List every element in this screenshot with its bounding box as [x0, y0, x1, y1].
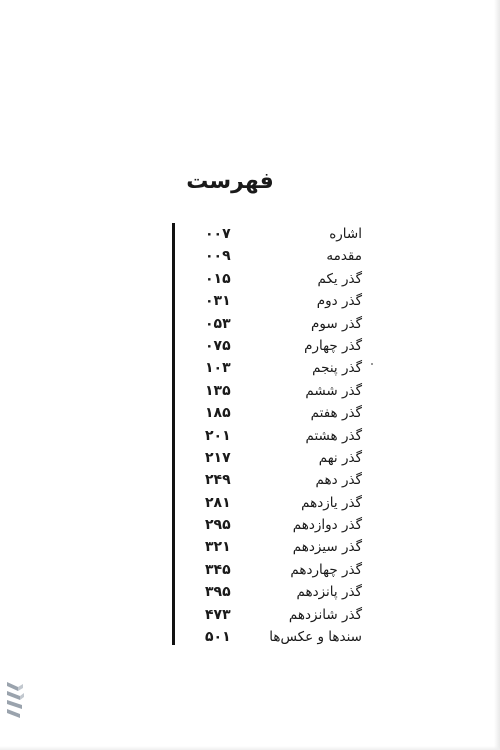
toc-item [172, 245, 362, 267]
toc-item-page-number: ۰۰۷ [205, 226, 231, 242]
toc-item [172, 380, 362, 402]
toc-item-page-number: ۲۴۹ [205, 472, 231, 489]
toc-item [172, 514, 362, 536]
toc-item-label: اشاره [329, 226, 362, 242]
paper-speck [371, 363, 373, 365]
toc-item-page-number: ۵۰۱ [205, 629, 231, 646]
toc-item [172, 268, 362, 290]
toc-item-label: گذر پنجم [312, 360, 362, 377]
toc-item [172, 357, 362, 379]
toc-item-label: گذر دهم [315, 472, 362, 489]
toc-item-label: مقدمه [326, 248, 362, 265]
toc-item-label: گذر دوازدهم [292, 517, 362, 534]
page-bottom-shadow [0, 746, 500, 750]
toc-item-page-number: ۳۴۵ [205, 561, 231, 578]
toc-item-page-number: ۱۰۳ [205, 360, 231, 377]
toc-item-page-number: ۰۱۵ [205, 270, 231, 287]
toc-item-label: گذر سوم [311, 315, 362, 332]
toc-item-page-number: ۰۵۳ [205, 315, 231, 332]
toc-item [172, 492, 362, 514]
toc-item-label: گذر ششم [305, 382, 362, 399]
page-title: فهرست [186, 169, 274, 194]
toc-item-label: گذر هشتم [305, 427, 362, 444]
toc-item-label: گذر چهارم [304, 337, 362, 354]
toc-item-page-number: ۱۸۵ [205, 405, 231, 422]
toc-item [172, 581, 362, 603]
toc-item [172, 626, 362, 648]
toc-list [172, 223, 362, 648]
toc-item [172, 425, 362, 447]
toc-item-page-number: ۲۸۱ [205, 494, 231, 511]
toc-item-page-number: ۰۰۹ [205, 248, 231, 265]
toc-item [172, 447, 362, 469]
toc-item-page-number: ۱۳۵ [205, 382, 231, 399]
publisher-logo-icon [4, 678, 26, 722]
toc-item-label: گذر یازدهم [301, 494, 362, 511]
toc-item [172, 559, 362, 581]
toc-item-page-number: ۰۳۱ [205, 293, 231, 310]
toc-item-label: گذر یکم [317, 270, 362, 287]
toc-item-label: گذر شانزدهم [288, 606, 362, 623]
toc-item-label: سندها و عکس‌ها [269, 629, 362, 646]
toc-item-page-number: ۳۲۱ [205, 539, 231, 556]
toc-item-label: گذر چهاردهم [290, 561, 362, 578]
page-edge-shadow [494, 0, 500, 750]
toc-item-page-number: ۰۷۵ [205, 337, 231, 354]
toc-item-page-number: ۲۱۷ [205, 449, 231, 466]
toc-item [172, 402, 362, 424]
toc-item-label: گذر دوم [316, 293, 362, 310]
toc-item [172, 290, 362, 312]
toc-item [172, 469, 362, 491]
toc-item-page-number: ۴۷۳ [205, 606, 231, 623]
toc-item [172, 335, 362, 357]
table-of-contents [172, 223, 362, 645]
toc-item [172, 604, 362, 626]
toc-item-page-number: ۲۰۱ [205, 427, 231, 444]
toc-item [172, 536, 362, 558]
toc-item [172, 223, 362, 245]
toc-item-page-number: ۳۹۵ [205, 584, 231, 601]
toc-item-label: گذر هفتم [310, 405, 362, 422]
toc-item-label: گذر پانزدهم [296, 584, 362, 601]
toc-item-label: گذر سیزدهم [292, 539, 362, 556]
toc-item-page-number: ۲۹۵ [205, 517, 231, 534]
toc-item [172, 313, 362, 335]
toc-item-label: گذر نهم [318, 449, 362, 466]
